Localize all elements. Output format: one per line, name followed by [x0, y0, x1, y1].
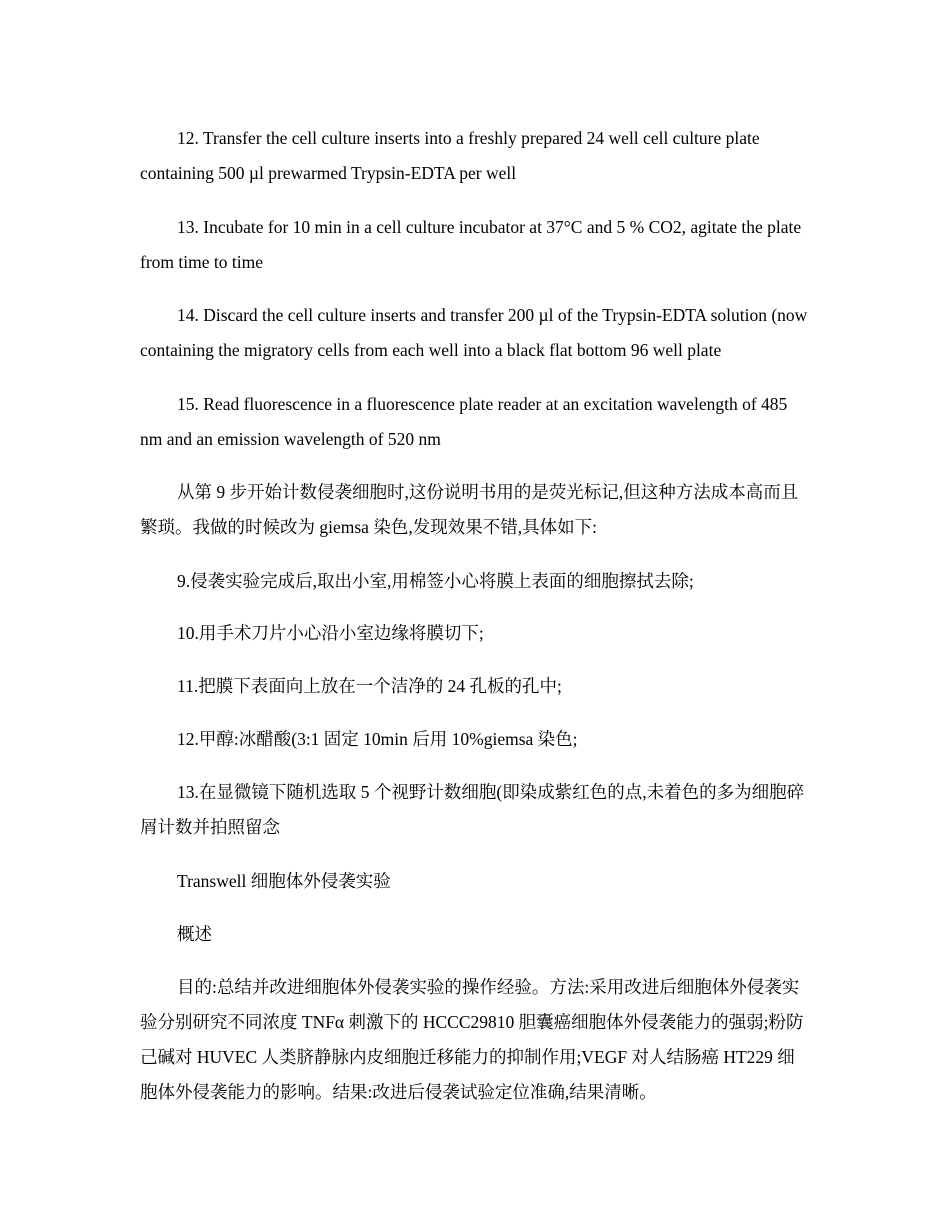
paragraph-giemsa-note: 从第 9 步开始计数侵袭细胞时,这份说明书用的是荧光标记,但这种方法成本高而且繁琐。我做的时候改为 giemsa 染色,发现效果不错,具体如下: — [140, 482, 799, 537]
paragraph-cn-step-13: 13.在显微镜下随机选取 5 个视野计数细胞(即染成紫红色的点,未着色的多为细胞碎屑计数并拍照留念 — [140, 782, 805, 837]
paragraph-cn-step-10: 10.用手术刀片小心沿小室边缘将膜切下; — [177, 623, 484, 643]
paragraph-cn-step-9: 9.侵袭实验完成后,取出小室,用棉签小心将膜上表面的细胞擦拭去除; — [177, 571, 694, 591]
section-subtitle: 概述 — [177, 924, 212, 944]
paragraph-abstract: 目的:总结并改进细胞体外侵袭实验的操作经验。方法:采用改进后细胞体外侵袭实验分别研究不同浓度 TNFα 刺激下的 HCCC29810 胆囊癌细胞体外侵袭能力的强弱;粉防己碱对 HUVEC 人类脐静脉内皮细胞迁移能力的抑制作用;VEGF 对人结肠癌 HT229 细胞体外侵袭能力的影响。结果:改进后侵袭试验定位准确,结果清晰。 — [140, 977, 804, 1102]
paragraph-cn-step-12: 12.甲醇:冰醋酸(3:1 固定 10min 后用 10%giemsa 染色; — [177, 729, 578, 749]
paragraph-cn-step-11: 11.把膜下表面向上放在一个洁净的 24 孔板的孔中; — [177, 676, 562, 696]
paragraph-step-14-discard: 14. Discard the cell culture inserts and transfer 200 µl of the Trypsin-EDTA solution (now containing the migratory cells from each well into a black flat bottom 96 well plate — [140, 305, 808, 360]
section-title: Transwell 细胞体外侵袭实验 — [177, 871, 391, 891]
paragraph-step-12-transfer: 12. Transfer the cell culture inserts into a freshly prepared 24 well cell culture plate containing 500 µl prewarmed Trypsin-EDTA per well — [140, 128, 760, 183]
paragraph-step-13-incubate: 13. Incubate for 10 min in a cell culture incubator at 37°C and 5 % CO2, agitate the plate from time to time — [140, 217, 802, 272]
paragraph-step-15-read: 15. Read fluorescence in a fluorescence plate reader at an excitation wavelength of 485 nm and an emission wavelength of 520 nm — [140, 394, 788, 449]
